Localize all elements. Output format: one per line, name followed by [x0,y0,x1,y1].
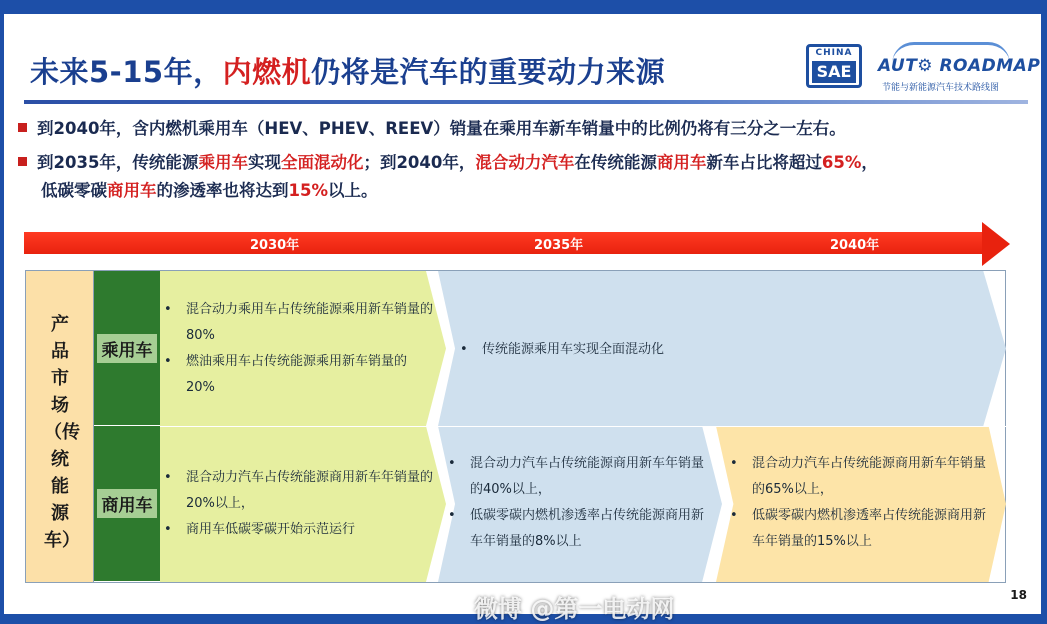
bullet-square-icon [18,123,27,132]
title-prefix: 未来5-15年， [30,55,223,89]
bullet-3-highlight: 商用车 [107,181,157,200]
bullet-2-continued [41,176,378,206]
commercial-2040-text [726,451,996,555]
arrow-head-icon [982,222,1010,266]
list-item: • 传统能源乘用车实现全面混动化 [456,337,956,363]
bullet-3-text: 以上。 [328,181,378,200]
passenger-2030-text [160,297,435,401]
commercial-label: 商用车 [97,489,157,518]
page-number: 18 [1010,588,1027,602]
passenger-label: 乘用车 [97,334,157,363]
title-highlight: 内燃机 [222,55,312,89]
list-item: • 混合动力汽车占传统能源商用新车年销量的65%以上， [726,451,996,503]
bullet-2-highlight: 混合动力汽车 [475,153,575,172]
market-column [26,271,94,582]
logo-road-brand: AUT⚙ ROADMAP [878,56,1041,76]
title-suffix: 仍将是汽车的重要动力来源 [311,55,666,89]
page-title [30,50,665,91]
bullet-2-highlight: 商用车 [656,153,707,172]
logo-sae-top: CHINA [815,48,853,58]
bullet-1 [18,114,846,144]
list-item: • 燃油乘用车占传统能源乘用新车销量的20% [160,349,435,401]
list-item: • 混合动力汽车占传统能源商用新车年销量的20%以上， [160,465,435,517]
bullet-2-text: ， [861,153,878,172]
commercial-2035-text [444,451,714,555]
bullet-1-text: 到2040年，含内燃机乘用车（HEV、PHEV、REEV）销量在乘用车新车销量中的比例仍将有三分之一左右。 [37,119,846,138]
slide [4,14,1041,614]
bullet-2-highlight: 65% [821,153,862,172]
title-divider [24,100,1028,104]
market-label: 产品市场（传统能源车） [44,314,80,551]
row-divider [160,426,1006,427]
watermark: 微博 @第一电动网 [474,595,675,623]
timeline-arrow [24,222,1010,266]
passenger-2035-text [456,337,956,363]
list-item: • 商用车低碳零碳开始示范运行 [160,517,435,543]
list-item: • 低碳零碳内燃机渗透率占传统能源商用新车年销量的8%以上 [444,503,714,555]
list-item: • 混合动力汽车占传统能源商用新车年销量的40%以上， [444,451,714,503]
bullet-3-highlight: 15% [288,181,328,200]
category-commercial [94,426,160,582]
list-item: • 低碳零碳内燃机渗透率占传统能源商用新车年销量的15%以上 [726,503,996,555]
bullet-3-text: 低碳零碳 [41,181,107,200]
china-sae-logo [806,44,862,88]
category-passenger [94,271,160,426]
timeline-2035: 2035年 [534,238,584,253]
auto-roadmap-logo [872,42,1041,98]
bullet-2-highlight: 乘用车 [198,153,248,172]
bullet-2-text: 到2035年，传统能源 [37,153,199,172]
timeline-2030: 2030年 [250,238,300,253]
bullet-2-text: 实现 [247,153,281,172]
logo-sae-main: SAE [812,61,856,83]
bullet-2-text: 在传统能源 [574,153,657,172]
bullet-square-icon [18,157,27,166]
roadmap-table [25,270,1006,583]
bullet-3-text: 的渗透率也将达到 [156,181,289,200]
logo-road-sub: 节能与新能源汽车技术路线图 [882,83,1000,93]
bullet-2 [18,148,878,178]
list-item: • 混合动力乘用车占传统能源乘用新车销量的80% [160,297,435,349]
bullet-2-text: ；到2040年， [363,153,476,172]
timeline-2040: 2040年 [830,238,880,253]
bullet-2-text: 新车占比将超过 [706,153,822,172]
commercial-2030-text [160,465,435,543]
bullet-2-highlight: 全面混动化 [280,153,364,172]
